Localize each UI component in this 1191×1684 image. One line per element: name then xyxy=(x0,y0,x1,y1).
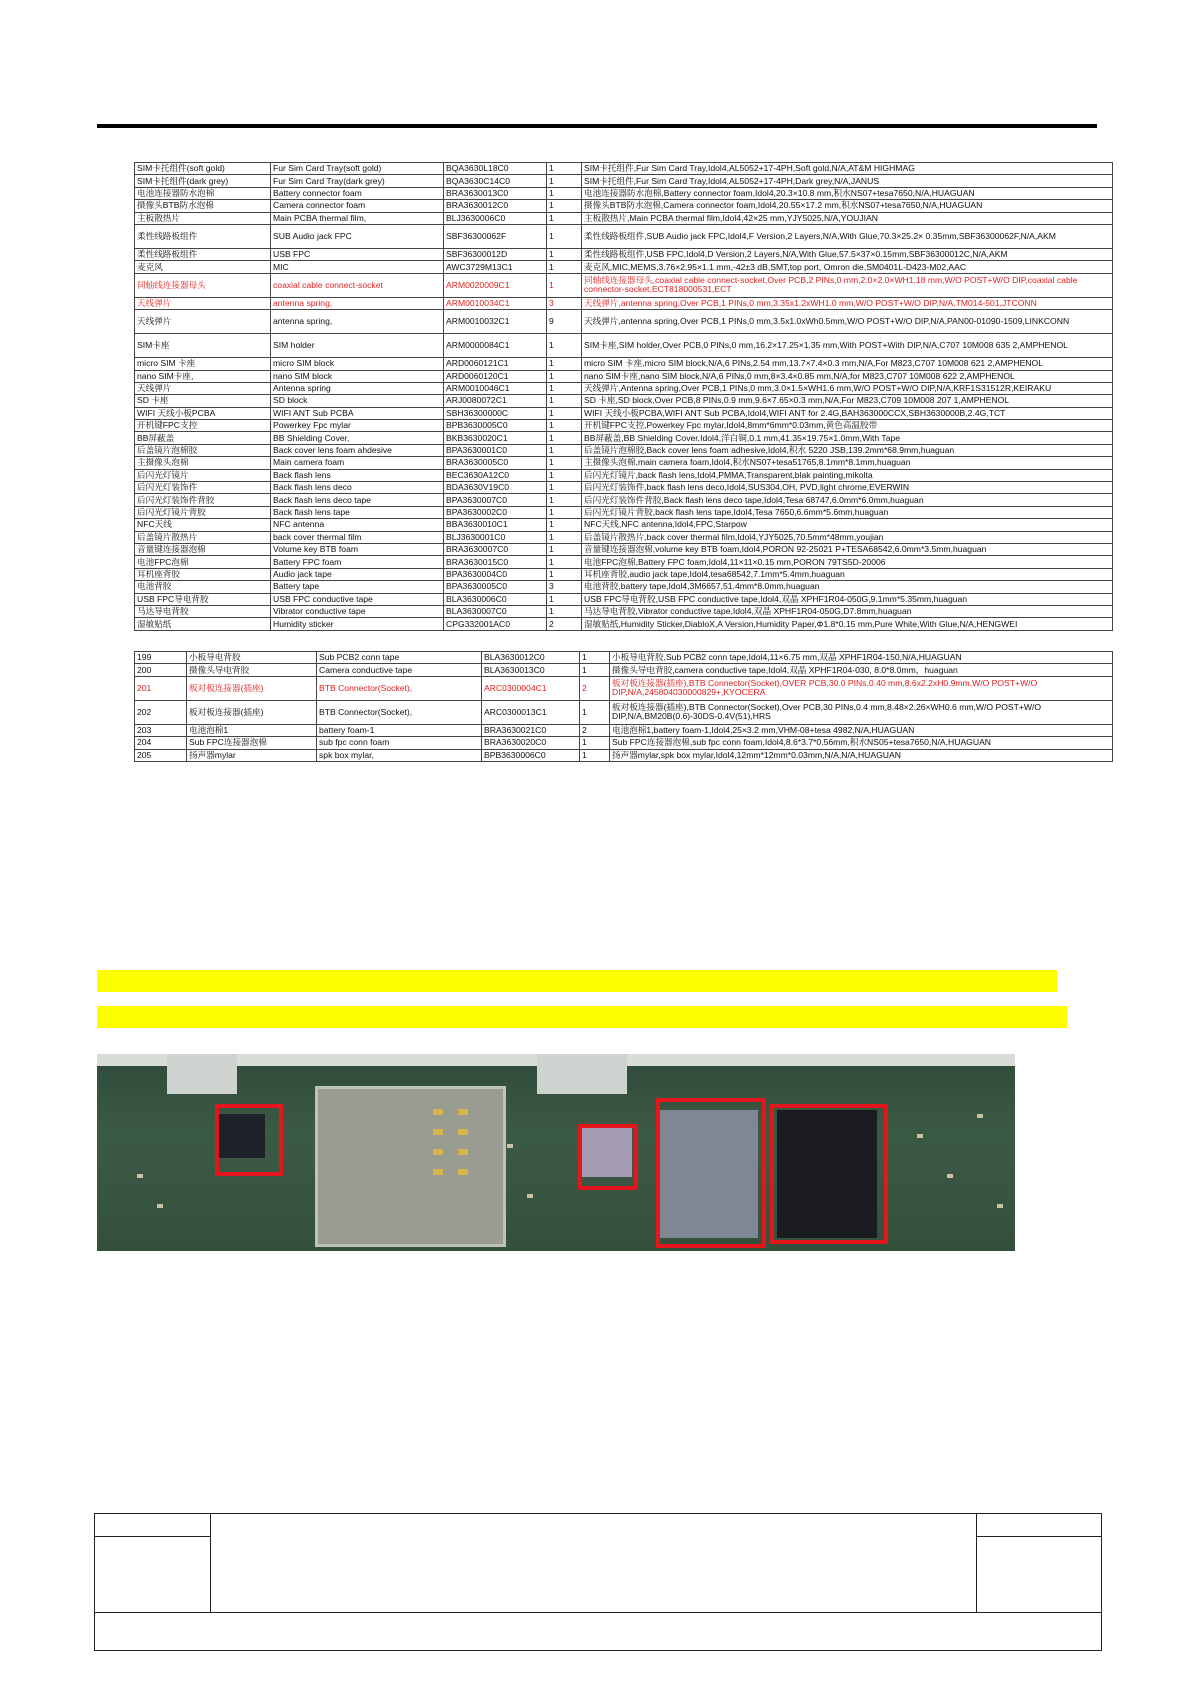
cell-name-cn: 电池背胶 xyxy=(135,581,271,593)
table-row xyxy=(135,370,1113,382)
cell-qty: 2 xyxy=(547,618,582,630)
cell-name-cn: 马达导电背胶 xyxy=(135,605,271,617)
header-rule xyxy=(97,124,1097,128)
cell-qty: 1 xyxy=(547,163,582,175)
cell-name-en: SD block xyxy=(271,395,444,407)
cell-qty: 1 xyxy=(547,382,582,394)
cell-desc: WIFI 天线小板PCBA,WIFI ANT Sub PCBA,Idol4,WIFI ANT for 2.4G,BAH363000CCX,SBH3630000B,2.4G,TCT xyxy=(582,407,1113,419)
cell-part-no: CPG332001AC0 xyxy=(444,618,547,630)
cell-name-en: BTB Connector(Socket), xyxy=(317,700,482,724)
cell-desc: 主板散热片,Main PCBA thermal film,Idol4,42×25 mm,YJY5025,N/A,YOUJIAN xyxy=(582,212,1113,224)
cell-part-no: BRA3630015C0 xyxy=(444,556,547,568)
cell-name-en: micro SIM block xyxy=(271,358,444,370)
cell-qty: 1 xyxy=(547,519,582,531)
cell-name-cn: SD 卡座 xyxy=(135,395,271,407)
cell-qty: 1 xyxy=(547,420,582,432)
cell-part-no: SBH36300000C xyxy=(444,407,547,419)
table-row xyxy=(135,543,1113,555)
cell-desc: 后闪光灯装饰件背胶,Back flash lens deco tape,Idol4,Tesa 68747,6.0mm*6.0mm,huaguan xyxy=(582,494,1113,506)
cell-name-cn: 后盖镜片散热片 xyxy=(135,531,271,543)
cell-name-en: Camera connector foam xyxy=(271,200,444,212)
cell-name-cn: 板对板连接器(插座) xyxy=(187,676,317,700)
cell-qty: 1 xyxy=(547,556,582,568)
cell-desc: SIM卡座,SIM holder,Over PCB,0 PINs,0 mm,16.2×17.25×1.35 mm,With POST+With DIP,N/A,C707 10M008 635 2,AMPHENOL xyxy=(582,334,1113,358)
footer-cell xyxy=(211,1514,977,1613)
cell-name-cn: 扬声器mylar xyxy=(187,749,317,761)
cell-qty: 1 xyxy=(580,749,610,761)
cell-qty: 1 xyxy=(547,531,582,543)
cell-part-no: BPB3630005C0 xyxy=(444,420,547,432)
cell-desc: 摄像头导电背胶,camera conductive tape,Idol4,双晶 XPHF1R04-030, 8.0*8.0mm，huaguan xyxy=(610,664,1113,676)
cell-name-en: USB FPC conductive tape xyxy=(271,593,444,605)
cell-name-en: MIC xyxy=(271,261,444,273)
table-row xyxy=(135,457,1113,469)
cell-desc: 小板导电背胶,Sub PCB2 conn tape,Idol4,11×6.75 mm,双晶 XPHF1R04-150,N/A,HUAGUAN xyxy=(610,652,1113,664)
table-row xyxy=(135,358,1113,370)
cell-qty: 1 xyxy=(547,200,582,212)
cell-desc: SIM卡托组件,Fur Sim Card Tray,Idol4,AL5052+17-4PH,Soft gold,N/A,AT&M HIGHMAG xyxy=(582,163,1113,175)
cell-desc: 后盖镜片泡棉胶,Back cover lens foam adhesive,Idol4,积水 5220 JSB,139.2mm*68.9mm,huaguan xyxy=(582,444,1113,456)
cell-name-cn: 后盖镜片泡棉胶 xyxy=(135,444,271,456)
cell-qty: 2 xyxy=(580,676,610,700)
cell-desc: 后闪光灯镜片背胶,back flash lens tape,Idol4,Tesa 7650,6.6mm*5.6mm,huaguan xyxy=(582,506,1113,518)
cell-desc: SIM卡托组件,Fur Sim Card Tray,Idol4,AL5052+17-4PH,Dark grey,N/A,JANUS xyxy=(582,175,1113,187)
cell-no: 200 xyxy=(135,664,187,676)
cell-part-no: BLJ3630006C0 xyxy=(444,212,547,224)
table-row xyxy=(135,664,1113,676)
cell-part-no: BQA3630C14C0 xyxy=(444,175,547,187)
cell-name-cn: 音量键连接器泡棉 xyxy=(135,543,271,555)
cell-desc: 开机键FPC支控,Powerkey Fpc mylar,Idol4,8mm*6mm*0.03mm,黄色高温胶带 xyxy=(582,420,1113,432)
table-row xyxy=(135,724,1113,736)
cell-desc: 湿敏贴纸,Humidity Sticker,DiabloX,A Version,Humidity Paper,Φ1.8*0.15 mm,Pure White,With Glue,N/A,HENGWEI xyxy=(582,618,1113,630)
cell-desc: 电池泡棉1,battery foam-1,Idol4,25×3.2 mm,VHM-08+tesa 4982,N/A,HUAGUAN xyxy=(610,724,1113,736)
cell-qty: 1 xyxy=(547,482,582,494)
table-row xyxy=(135,494,1113,506)
cell-name-cn: 小板导电背胶 xyxy=(187,652,317,664)
cell-desc: 天线弹片,Antenna spring,Over PCB,1 PINs,0 mm,3.0×1.5×WH1.6 mm,W/O POST+W/O DIP,N/A,KRF1S31512R,KEIRAKU xyxy=(582,382,1113,394)
cell-no: 203 xyxy=(135,724,187,736)
cell-name-cn: nano SIM卡座, xyxy=(135,370,271,382)
footer-title-block xyxy=(94,1513,1102,1651)
cell-qty: 9 xyxy=(547,310,582,334)
cell-part-no: ARD0060120C1 xyxy=(444,370,547,382)
footer-cell xyxy=(95,1537,211,1613)
cell-qty: 1 xyxy=(547,358,582,370)
cell-name-cn: 后闪光灯装饰件 xyxy=(135,482,271,494)
cell-qty: 1 xyxy=(580,664,610,676)
cell-name-en: nano SIM block xyxy=(271,370,444,382)
footer-cell xyxy=(95,1514,211,1537)
cell-name-cn: 后闪光灯镜片背胶 xyxy=(135,506,271,518)
cell-name-en: spk box mylar, xyxy=(317,749,482,761)
cell-no: 204 xyxy=(135,737,187,749)
cell-qty: 1 xyxy=(547,469,582,481)
cell-no: 199 xyxy=(135,652,187,664)
cell-qty: 1 xyxy=(547,457,582,469)
table-row xyxy=(135,652,1113,664)
cell-qty: 1 xyxy=(547,605,582,617)
cell-name-en: sub fpc conn foam xyxy=(317,737,482,749)
markup-box-3 xyxy=(656,1098,766,1248)
cell-part-no: BPB3630006C0 xyxy=(482,749,580,761)
table-row xyxy=(135,676,1113,700)
cell-desc: 电池FPC泡棉,Battery FPC foam,Idol4,11×11×0.15 mm,PORON 79TS5D-20006 xyxy=(582,556,1113,568)
cell-name-cn: 柔性线路板组件 xyxy=(135,224,271,248)
cell-desc: USB FPC导电背胶,USB FPC conductive tape,Idol4,双晶 XPHF1R04-050G,9.1mm*5.35mm,huaguan xyxy=(582,593,1113,605)
cell-qty: 1 xyxy=(547,568,582,580)
cell-qty: 1 xyxy=(580,652,610,664)
cell-name-en: Fur Sim Card Tray(dark grey) xyxy=(271,175,444,187)
table-row xyxy=(135,444,1113,456)
cell-part-no: BLA3630006C0 xyxy=(444,593,547,605)
cell-name-en: Powerkey Fpc mylar xyxy=(271,420,444,432)
cell-name-cn: 摄像头导电背胶 xyxy=(187,664,317,676)
cell-name-cn: 摄像头BTB防水泡棉 xyxy=(135,200,271,212)
cell-qty: 1 xyxy=(547,334,582,358)
cell-part-no: BRA3630020C0 xyxy=(482,737,580,749)
cell-name-en: Audio jack tape xyxy=(271,568,444,580)
footer-cell xyxy=(977,1537,1102,1613)
cell-qty: 1 xyxy=(547,212,582,224)
cell-name-cn: 后闪光灯镜片 xyxy=(135,469,271,481)
cell-desc: 天线弹片,antenna spring,Over PCB,1 PINs,0 mm,3.5x1.0xWh0.5mm,W/O POST+W/O DIP,N/A,PAN00-01090-1509,LINKCONN xyxy=(582,310,1113,334)
cell-desc: BB屏蔽盖,BB Shielding Cover,Idol4,洋白铜,0.1 mm,41.35×19.75×1.0mm,With Tape xyxy=(582,432,1113,444)
cell-desc: Sub FPC连接器泡棉,sub fpc conn foam,Idol4,8.6*3.7*0.56mm,积水NS05+tesa7650,N/A,HUAGUAN xyxy=(610,737,1113,749)
cell-name-cn: 麦克风 xyxy=(135,261,271,273)
table-row xyxy=(135,700,1113,724)
table-row xyxy=(135,519,1113,531)
cell-name-cn: SIM卡托组件(soft gold) xyxy=(135,163,271,175)
table-row xyxy=(135,568,1113,580)
cell-name-cn: 天线弹片 xyxy=(135,297,271,309)
cell-name-cn: NFC天线 xyxy=(135,519,271,531)
table-row xyxy=(135,273,1113,297)
cell-name-cn: Sub FPC连接器泡棉 xyxy=(187,737,317,749)
cell-part-no: SBF36300012D xyxy=(444,248,547,260)
cell-qty: 3 xyxy=(547,297,582,309)
cell-qty: 1 xyxy=(547,407,582,419)
cell-part-no: BLA3630013C0 xyxy=(482,664,580,676)
cell-name-en: Fur Sim Card Tray(soft gold) xyxy=(271,163,444,175)
cell-qty: 1 xyxy=(547,248,582,260)
cell-name-cn: micro SIM 卡座 xyxy=(135,358,271,370)
cell-desc: SD 卡座,SD block,Over PCB,8 PINs,0.9 mm,9.6×7.65×0.3 mm,N/A,For M823,C709 10M008 207 1,AMPHENOL xyxy=(582,395,1113,407)
cell-name-cn: WIFI 天线小板PCBA xyxy=(135,407,271,419)
cell-qty: 1 xyxy=(547,261,582,273)
cell-part-no: AWC3729M13C1 xyxy=(444,261,547,273)
cell-qty: 1 xyxy=(580,700,610,724)
cell-qty: 1 xyxy=(547,187,582,199)
cell-qty: 2 xyxy=(580,724,610,736)
cell-part-no: BRA3630012C0 xyxy=(444,200,547,212)
cell-name-cn: 主板散热片 xyxy=(135,212,271,224)
table-row xyxy=(135,407,1113,419)
cell-name-cn: 板对板连接器(插座) xyxy=(187,700,317,724)
cell-part-no: BRA3630021C0 xyxy=(482,724,580,736)
table-row xyxy=(135,261,1113,273)
cell-qty: 1 xyxy=(547,593,582,605)
table-row xyxy=(135,420,1113,432)
cell-name-en: Back flash lens tape xyxy=(271,506,444,518)
pcb-cutout xyxy=(167,1054,237,1094)
cell-name-cn: 电池泡棉1 xyxy=(187,724,317,736)
table-row xyxy=(135,224,1113,248)
cell-part-no: BRA3630007C0 xyxy=(444,543,547,555)
sim-card-holder xyxy=(315,1086,506,1247)
table-row xyxy=(135,506,1113,518)
table-row xyxy=(135,200,1113,212)
cell-part-no: ARD0060121C1 xyxy=(444,358,547,370)
cell-name-en: Battery tape xyxy=(271,581,444,593)
table-row xyxy=(135,334,1113,358)
cell-name-en: back cover thermal film xyxy=(271,531,444,543)
cell-name-cn: 电池连接器防水泡棉 xyxy=(135,187,271,199)
footer-cell xyxy=(95,1613,1102,1651)
cell-qty: 1 xyxy=(547,224,582,248)
table-row xyxy=(135,248,1113,260)
cell-name-en: Back flash lens deco xyxy=(271,482,444,494)
pcb-cutout xyxy=(537,1054,627,1094)
cell-desc: 柔性线路板组件,SUB Audio jack FPC,Idol4,F Version,2 Layers,N/A,With Glue,70.3×25.2× 0.35mm,SBF36300062F,N/A,AKM xyxy=(582,224,1113,248)
cell-desc: 同轴线连接器母头,coaxial cable connect-socket,Over PCB,2 PINs,0 mm,2.0×2.0×WH1.18 mm,W/O POST+W/O DIP,coaxial cable connector-socket,ECT818000531,ECT xyxy=(582,273,1113,297)
cell-desc: 后盖镜片散热片,back cover thermal film,Idol4,YJY5025,70.5mm*48mm,youjian xyxy=(582,531,1113,543)
markup-box-4 xyxy=(770,1104,888,1244)
cell-name-en: Back flash lens deco tape xyxy=(271,494,444,506)
cell-desc: 后闪光灯镜片,back flash lens,Idol4,PMMA,Transparent,blak painting,mikolta xyxy=(582,469,1113,481)
cell-part-no: BPA3630005C0 xyxy=(444,581,547,593)
cell-part-no: ARM0010032C1 xyxy=(444,310,547,334)
cell-part-no: ARC0300004C1 xyxy=(482,676,580,700)
cell-name-en: BB Shielding Cover, xyxy=(271,432,444,444)
highlight-bar-2 xyxy=(97,1006,1067,1028)
cell-name-en: Antenna spring xyxy=(271,382,444,394)
table-row xyxy=(135,432,1113,444)
cell-part-no: BPA3630002C0 xyxy=(444,506,547,518)
cell-name-cn: 天线弹片 xyxy=(135,382,271,394)
cell-name-en: SUB Audio jack FPC xyxy=(271,224,444,248)
cell-part-no: BPA3630004C0 xyxy=(444,568,547,580)
cell-name-cn: USB FPC导电背胶 xyxy=(135,593,271,605)
cell-name-en: Sub PCB2 conn tape xyxy=(317,652,482,664)
cell-name-en: Vibrator conductive tape xyxy=(271,605,444,617)
cell-part-no: SBF36300062F xyxy=(444,224,547,248)
cell-name-en: Main PCBA thermal film, xyxy=(271,212,444,224)
cell-desc: nano SIM卡座,nano SIM block,N/A,6 PINs,0 mm,8×3.4×0.85 mm,N/A,for M823,C707 10M008 622 2,AMPHENOL xyxy=(582,370,1113,382)
cell-part-no: BLA3630007C0 xyxy=(444,605,547,617)
cell-no: 201 xyxy=(135,676,187,700)
cell-no: 205 xyxy=(135,749,187,761)
cell-name-cn: BB屏蔽盖 xyxy=(135,432,271,444)
cell-name-cn: 后闪光灯装饰件背胶 xyxy=(135,494,271,506)
cell-desc: 柔性线路板组件,USB FPC,Idol4,D Version,2 Layers,N/A,With Glue,57.5×37×0.15mm,SBF36300012C,N/A,AKM xyxy=(582,248,1113,260)
cell-part-no: BRA3630005C0 xyxy=(444,457,547,469)
markup-box-2 xyxy=(578,1124,638,1190)
table-row xyxy=(135,395,1113,407)
cell-part-no: BQA3630L18C0 xyxy=(444,163,547,175)
cell-part-no: BKB3630020C1 xyxy=(444,432,547,444)
bom-table-main xyxy=(134,162,1113,631)
cell-name-en: Battery connector foam xyxy=(271,187,444,199)
cell-desc: 板对板连接器(插座),BTB Connector(Socket),OVER PCB,30.0 PINs,0.40 mm,8.6x2.2xH0.9mm,W/O POST+W/O DIP,N/A,245804030000829+,KYOCERA xyxy=(610,676,1113,700)
cell-qty: 1 xyxy=(547,543,582,555)
cell-name-en: Main camera foam xyxy=(271,457,444,469)
cell-part-no: BPA3630007C0 xyxy=(444,494,547,506)
cell-part-no: BDA3630V19C0 xyxy=(444,482,547,494)
bom-table-secondary xyxy=(134,651,1113,762)
cell-name-en: coaxial cable connect-socket xyxy=(271,273,444,297)
cell-name-cn: 电池FPC泡棉 xyxy=(135,556,271,568)
cell-name-en: Camera conductive tape xyxy=(317,664,482,676)
cell-qty: 1 xyxy=(547,432,582,444)
table-row xyxy=(135,737,1113,749)
cell-name-en: SIM holder xyxy=(271,334,444,358)
cell-name-cn: 柔性线路板组件 xyxy=(135,248,271,260)
cell-name-cn: SIM卡托组件(dark grey) xyxy=(135,175,271,187)
cell-desc: 天线弹片,antenna spring,Over PCB,1 PINs,0 mm,3.35x1.2xWH1.0 mm,W/O POST+W/O DIP,N/A,TM014-501,JTCONN xyxy=(582,297,1113,309)
cell-part-no: ARM0010034C1 xyxy=(444,297,547,309)
cell-name-cn: 同轴线连接器母头 xyxy=(135,273,271,297)
cell-desc: 摄像头BTB防水泡棉,Camera connector foam,Idol4,20.55×17.2 mm,积水NS07+tesa7650,N/A,HUAGUAN xyxy=(582,200,1113,212)
cell-desc: 耳机座背胶,audio jack tape,Idol4,tesa68542,7.1mm*5.4mm,huaguan xyxy=(582,568,1113,580)
cell-desc: 麦克风,MIC,MEMS,3.76×2.95×1.1 mm,-42±3 dB,SMT,top port, Omron die,SM0401L-D423-M02,AAC xyxy=(582,261,1113,273)
table-row xyxy=(135,175,1113,187)
cell-qty: 1 xyxy=(547,175,582,187)
table-row xyxy=(135,382,1113,394)
cell-desc: 扬声器mylar,spk box mylar,Idol4,12mm*12mm*0.03mm,N/A,N/A,HUAGUAN xyxy=(610,749,1113,761)
cell-name-en: Back cover lens foam ahdesive xyxy=(271,444,444,456)
cell-name-en: Volume key BTB foam xyxy=(271,543,444,555)
cell-part-no: BEC3630A12C0 xyxy=(444,469,547,481)
table-row xyxy=(135,556,1113,568)
cell-name-cn: 主摄像头泡棉 xyxy=(135,457,271,469)
table-row xyxy=(135,163,1113,175)
cell-qty: 3 xyxy=(547,581,582,593)
cell-part-no: BLA3630012C0 xyxy=(482,652,580,664)
table-row xyxy=(135,482,1113,494)
cell-name-en: Humidity sticker xyxy=(271,618,444,630)
cell-qty: 1 xyxy=(547,370,582,382)
cell-desc: 马达导电背胶,Vibrator conductive tape,Idol4,双晶 XPHF1R04-050G,D7.8mm,huaguan xyxy=(582,605,1113,617)
cell-name-en: antenna spring, xyxy=(271,297,444,309)
table-row xyxy=(135,469,1113,481)
table-row xyxy=(135,605,1113,617)
table-row xyxy=(135,187,1113,199)
cell-desc: 音量键连接器泡棉,volume key BTB foam,Idol4,PORON 92-25021 P+TESA68542,6.0mm*3.5mm,huaguan xyxy=(582,543,1113,555)
cell-desc: 板对板连接器(插座),BTB Connector(Socket),Over PCB,30 PINs,0.4 mm,8.48×2.26×WH0.6 mm,W/O POST+W/O DIP,N/A,BM20B(0.6)-30DS-0.4V(51),HRS xyxy=(610,700,1113,724)
cell-name-cn: 天线弹片 xyxy=(135,310,271,334)
cell-name-en: Battery FPC foam xyxy=(271,556,444,568)
cell-part-no: ARM0010046C1 xyxy=(444,382,547,394)
cell-name-en: antenna spring, xyxy=(271,310,444,334)
table-row xyxy=(135,581,1113,593)
cell-name-en: battery foam-1 xyxy=(317,724,482,736)
cell-desc: 主摄像头泡棉,main camera foam,Idol4,积水NS07+tesa51765,8.1mm*8.1mm,huaguan xyxy=(582,457,1113,469)
table-row xyxy=(135,310,1113,334)
cell-desc: 后闪光灯装饰件,back flash lens deco,Idol4,SUS304,OH, PVD,light chrome,EVERWIN xyxy=(582,482,1113,494)
cell-part-no: BPA3630001C0 xyxy=(444,444,547,456)
cell-part-no: BLJ3630001C0 xyxy=(444,531,547,543)
cell-name-cn: 湿敏贴纸 xyxy=(135,618,271,630)
table-row xyxy=(135,618,1113,630)
cell-desc: 电池背胶,battery tape,Idol4,3M6657,51.4mm*8.0mm,huaguan xyxy=(582,581,1113,593)
cell-qty: 1 xyxy=(547,444,582,456)
highlight-bar-1 xyxy=(97,970,1057,992)
cell-name-en: BTB Connector(Socket), xyxy=(317,676,482,700)
cell-part-no: ARC0300013C1 xyxy=(482,700,580,724)
markup-box-1 xyxy=(215,1104,283,1176)
cell-name-en: NFC antenna xyxy=(271,519,444,531)
cell-name-cn: 开机键FPC支控 xyxy=(135,420,271,432)
cell-qty: 1 xyxy=(547,506,582,518)
cell-part-no: BRA3630013C0 xyxy=(444,187,547,199)
cell-desc: NFC天线,NFC antenna,Idol4,FPC,Starpow xyxy=(582,519,1113,531)
footer-cell xyxy=(977,1514,1102,1537)
cell-name-cn: 耳机座背胶 xyxy=(135,568,271,580)
cell-part-no: ARJ0080072C1 xyxy=(444,395,547,407)
cell-desc: 电池连接器防水泡棉,Battery connector foam,Idol4,20.3×10.8 mm,积水NS07+tesa7650,N/A,HUAGUAN xyxy=(582,187,1113,199)
cell-part-no: ARM0020009C1 xyxy=(444,273,547,297)
cell-name-en: USB FPC xyxy=(271,248,444,260)
cell-name-en: WIFI ANT Sub PCBA xyxy=(271,407,444,419)
cell-part-no: BBA3630010C1 xyxy=(444,519,547,531)
cell-qty: 1 xyxy=(547,494,582,506)
pcb-photo xyxy=(97,1054,1015,1251)
cell-qty: 1 xyxy=(580,737,610,749)
cell-no: 202 xyxy=(135,700,187,724)
table-row xyxy=(135,593,1113,605)
table-row xyxy=(135,212,1113,224)
cell-name-en: Back flash lens xyxy=(271,469,444,481)
cell-qty: 1 xyxy=(547,273,582,297)
cell-part-no: ARM0000084C1 xyxy=(444,334,547,358)
table-row xyxy=(135,297,1113,309)
cell-name-cn: SIM卡座 xyxy=(135,334,271,358)
cell-desc: micro SIM 卡座,micro SIM block,N/A,6 PINs,2.54 mm,13.7×7.4×0.3 mm,N/A,For M823,C707 10M008 621 2,AMPHENOL xyxy=(582,358,1113,370)
cell-qty: 1 xyxy=(547,395,582,407)
table-row xyxy=(135,531,1113,543)
table-row xyxy=(135,749,1113,761)
